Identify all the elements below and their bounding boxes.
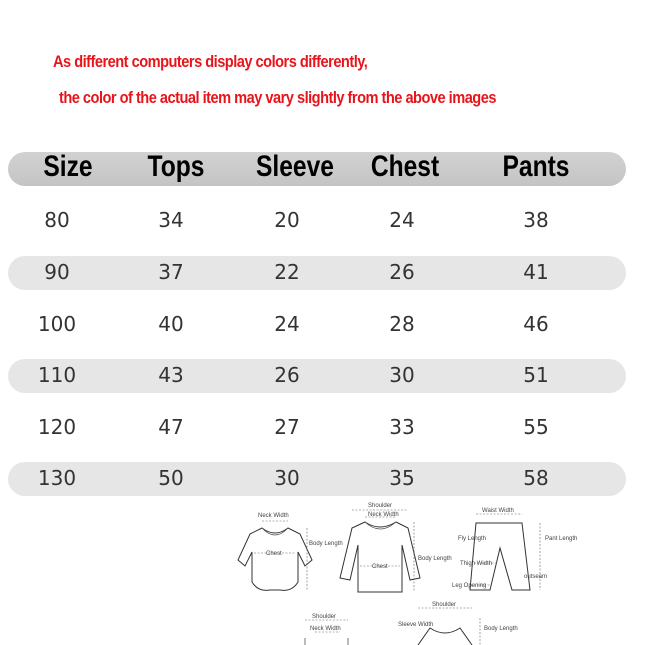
table-cell-chest: 28 xyxy=(389,312,415,336)
top-diagram xyxy=(340,503,452,592)
header-tops: Tops xyxy=(147,150,205,183)
bodysuit-body-length-label: Body Length xyxy=(309,541,343,547)
top-neck-width-label: Neck Width xyxy=(368,512,399,518)
header-pants: Pants xyxy=(502,150,570,183)
table-cell-tops: 40 xyxy=(158,312,184,336)
table-cell-pants: 58 xyxy=(523,466,549,490)
top-body-length-label: Body Length xyxy=(418,556,452,562)
table-cell-sleeve: 22 xyxy=(274,260,300,284)
bodysuit-neck-width-label: Neck Width xyxy=(258,513,289,519)
table-cell-tops: 50 xyxy=(158,466,184,490)
top-shoulder-label: Shoulder xyxy=(368,503,393,509)
measurement-diagrams xyxy=(0,500,645,645)
table-cell-tops: 47 xyxy=(158,415,184,439)
top2-shoulder-label: Shoulder xyxy=(312,614,337,620)
color-notice-line-1: As different computers display colors differently, xyxy=(53,52,368,71)
pants-leg-opening-label: Leg Opening xyxy=(452,583,487,589)
table-cell-chest: 24 xyxy=(389,208,415,232)
table-cell-chest: 26 xyxy=(389,260,415,284)
table-cell-pants: 55 xyxy=(523,415,549,439)
top3-body-length-label: Body Length xyxy=(484,626,518,632)
table-cell-sleeve: 27 xyxy=(274,415,300,439)
header-size: Size xyxy=(43,150,93,183)
top3-diagram xyxy=(398,602,518,645)
color-notice-line-2: the color of the actual item may vary slightly from the above images xyxy=(59,88,496,107)
table-cell-size: 120 xyxy=(37,415,77,439)
table-cell-chest: 35 xyxy=(389,466,415,490)
table-cell-tops: 43 xyxy=(158,363,184,387)
bodysuit-chest-label: Chest xyxy=(266,551,282,557)
table-cell-size: 110 xyxy=(37,363,77,387)
top2-diagram xyxy=(305,614,348,645)
table-cell-size: 90 xyxy=(44,260,70,284)
pants-outseam-label: outseam xyxy=(524,574,548,580)
pants-fly-length-label: Fly Length xyxy=(458,536,487,542)
bodysuit-diagram xyxy=(238,513,343,590)
top3-sleeve-width-label: Sleeve Width xyxy=(398,622,434,628)
top2-neck-width-label: Neck Width xyxy=(310,626,341,632)
table-cell-tops: 34 xyxy=(158,208,184,232)
table-cell-pants: 41 xyxy=(523,260,549,284)
table-cell-chest: 30 xyxy=(389,363,415,387)
header-chest: Chest xyxy=(370,150,440,183)
pants-diagram xyxy=(452,508,577,590)
pants-pant-length-label: Pant Length xyxy=(545,536,578,542)
table-cell-pants: 38 xyxy=(523,208,549,232)
table-cell-size: 130 xyxy=(37,466,77,490)
table-cell-sleeve: 30 xyxy=(274,466,300,490)
table-cell-pants: 51 xyxy=(523,363,549,387)
table-cell-tops: 37 xyxy=(158,260,184,284)
table-cell-size: 100 xyxy=(37,312,77,336)
pants-thigh-width-label: Thigh Width xyxy=(460,561,493,567)
table-cell-sleeve: 20 xyxy=(274,208,300,232)
pants-waist-width-label: Waist Width xyxy=(482,508,514,514)
table-cell-chest: 33 xyxy=(389,415,415,439)
table-cell-pants: 46 xyxy=(523,312,549,336)
table-cell-sleeve: 24 xyxy=(274,312,300,336)
table-cell-size: 80 xyxy=(44,208,70,232)
top-chest-label: Chest xyxy=(372,564,388,570)
table-cell-sleeve: 26 xyxy=(274,363,300,387)
top3-shoulder-label: Shoulder xyxy=(432,602,457,608)
header-sleeve: Sleeve xyxy=(256,150,334,183)
